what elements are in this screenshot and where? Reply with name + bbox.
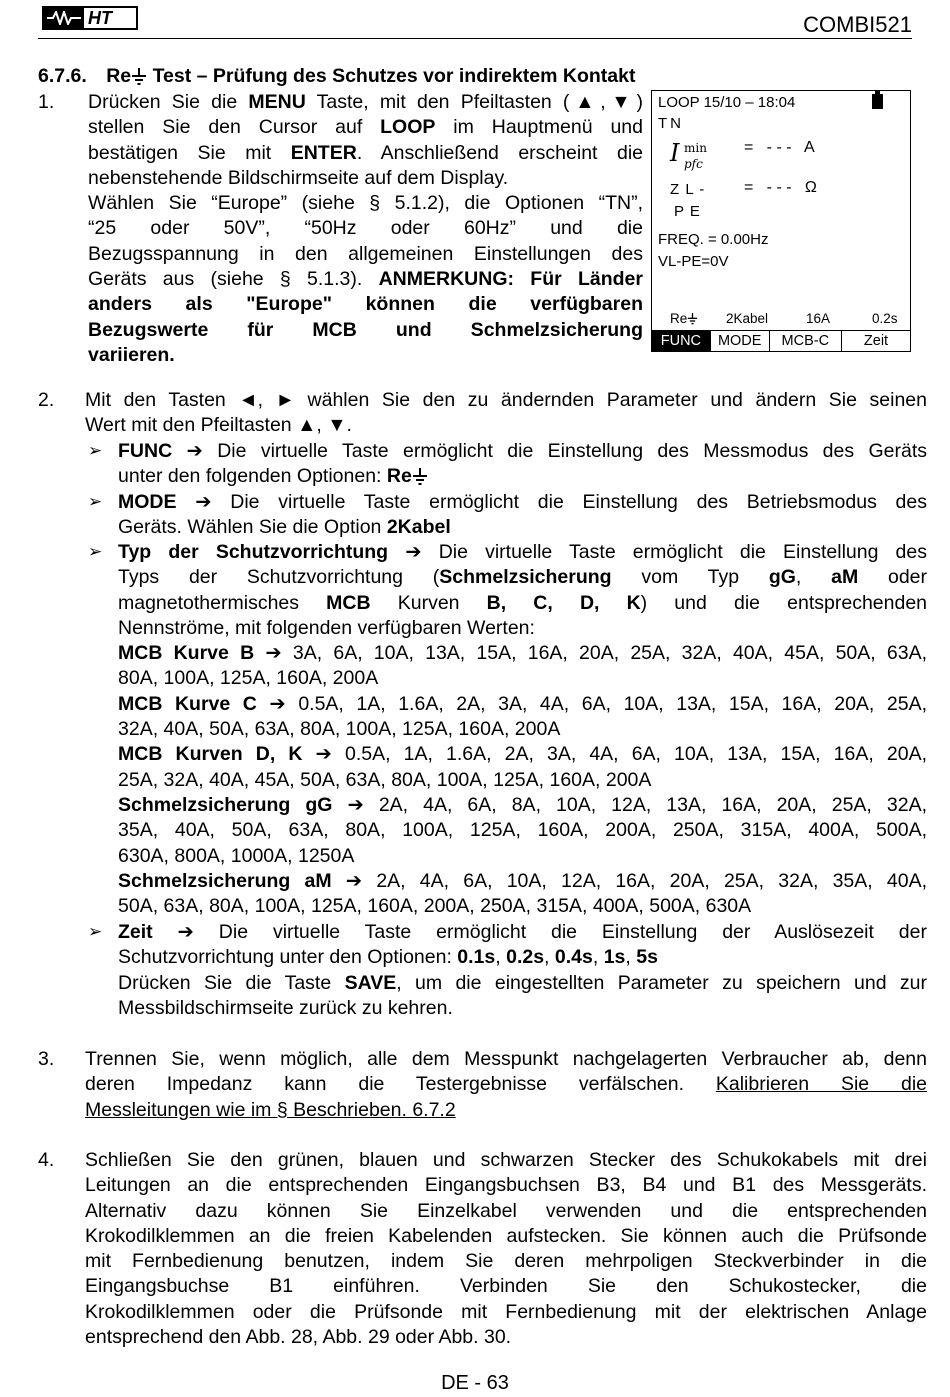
- typ-line: Schmelzsicherung aM ➔ 2A, 4A, 6A, 10A, 12A, 16A, 20A, 25A, 32A, 35A, 40A,: [118, 869, 927, 892]
- step-1-line: variieren.: [88, 343, 175, 366]
- step-1-number: 1.: [38, 91, 55, 113]
- typ-line: Schmelzsicherung gG ➔ 2A, 4A, 6A, 8A, 10A, 12A, 13A, 16A, 20A, 25A, 32A,: [118, 793, 927, 816]
- step-4-line: Alternativ dazu können Sie Einzelkabel verwenden und die entsprechenden: [85, 1199, 927, 1222]
- mode-item: [118, 490, 927, 541]
- step-3-number: 3.: [38, 1048, 55, 1070]
- typ-line: 35A, 40A, 50A, 63A, 80A, 100A, 125A, 160A, 200A, 250A, 315A, 400A, 500A,: [118, 819, 927, 842]
- func-line: FUNC ➔ Die virtuelle Taste ermöglicht die Einstellung des Messmodus des Geräts: [118, 440, 927, 462]
- step-2-line: Mit den Tasten ◄, ► wählen Sie den zu ändernden Parameter und ändern Sie seinen: [85, 389, 927, 411]
- section-title-pre: Re: [106, 65, 132, 87]
- lcd-zlpe-label-1: Z L -: [670, 181, 706, 198]
- typ-line: MCB Kurve B ➔ 3A, 6A, 10A, 13A, 15A, 16A, 20A, 25A, 32A, 40A, 45A, 50A, 63A,: [118, 642, 927, 665]
- typ-item: [118, 540, 927, 919]
- lcd-zlpe-value: = - - - Ω: [744, 179, 817, 196]
- zeit-line: Zeit ➔ Die virtuelle Taste ermöglicht die Einstellung der Auslösezeit der: [118, 921, 927, 943]
- bullet-arrow-icon: ➢: [88, 441, 103, 460]
- func-item: [118, 439, 927, 490]
- battery-icon: [872, 94, 883, 109]
- step-4-text: [85, 1148, 927, 1350]
- lcd-status-func: Re: [670, 311, 698, 326]
- typ-line: Typs der Schutzvorrichtung (Schmelzsicherung vom Typ gG, aM oder: [118, 566, 928, 589]
- step-1-line: anders als "Europe" können die verfügbaren: [88, 293, 643, 316]
- step-3-text: [85, 1047, 927, 1123]
- mode-line: Geräts. Wählen Sie die Option 2Kabel: [118, 516, 451, 539]
- step-4-line: Krokodilklemmen oder die Prüfsonde mit Fernbedienung mit der elektrischen Anlage: [85, 1300, 927, 1323]
- zeit-line: Messbildschirmseite zurück zu kehren.: [118, 996, 453, 1019]
- section-number: 6.7.6.: [38, 65, 87, 87]
- step-1-line: Geräts aus (siehe § 5.1.3). ANMERKUNG: Für Länder: [88, 268, 643, 291]
- step-4-line: entsprechend den Abb. 28, Abb. 29 oder Abb. 30.: [85, 1326, 512, 1349]
- bullet-arrow-icon: ➢: [88, 542, 103, 561]
- func-line: unter den folgenden Optionen: Re: [118, 464, 927, 489]
- typ-line: Nennströme, mit folgenden verfügbaren Werten:: [118, 616, 535, 639]
- lcd-display: [651, 90, 911, 352]
- step-1-line: Drücken Sie die MENU Taste, mit den Pfeiltasten (▲,▼): [88, 91, 643, 113]
- typ-line: 32A, 40A, 50A, 63A, 80A, 100A, 125A, 160A, 200A: [118, 718, 561, 741]
- zeit-line: Drücken Sie die Taste SAVE, um die eingestellten Parameter zu speichern und zur: [118, 971, 928, 994]
- typ-line: Typ der Schutzvorrichtung ➔ Die virtuelle Taste ermöglicht die Einstellung des: [118, 541, 928, 563]
- step-1-line: stellen Sie den Cursor auf LOOP im Hauptmenü und: [88, 116, 643, 139]
- model-name: COMBI521: [803, 12, 912, 37]
- typ-line: MCB Kurve C ➔ 0.5A, 1A, 1.6A, 2A, 3A, 4A, 6A, 10A, 13A, 15A, 16A, 20A, 25A,: [118, 692, 928, 715]
- section-heading: [38, 64, 635, 89]
- step-1-line: “25 oder 50V”, “50Hz oder 60Hz” und die: [88, 217, 643, 240]
- step-1-line: bestätigen Sie mit ENTER. Anschließend erscheint die: [88, 141, 643, 164]
- header-rule: [38, 38, 912, 39]
- lcd-ipfc-value: = - - - A: [744, 139, 815, 156]
- step-4-number: 4.: [38, 1149, 55, 1171]
- step-2-line: Wert mit den Pfeiltasten ▲, ▼.: [85, 414, 352, 437]
- section-title-post: Test – Prüfung des Schutzes vor indirektem Kontakt: [152, 65, 636, 87]
- step-2-text: [85, 388, 927, 439]
- lcd-title: LOOP 15/10 – 18:04: [658, 94, 796, 111]
- step-1-line: Wählen Sie “Europe” (siehe § 5.1.2), die Optionen “TN”,: [88, 192, 643, 215]
- lcd-vlpe: VL-PE=0V: [658, 253, 729, 270]
- typ-line: 50A, 63A, 80A, 100A, 125A, 160A, 200A, 250A, 315A, 400A, 500A, 630A: [118, 895, 752, 918]
- bullet-arrow-icon: ➢: [88, 492, 103, 511]
- func-key[interactable]: FUNC: [652, 331, 710, 351]
- step-1-line: Bezugswerte für MCB und Schmelzsicherung: [88, 318, 643, 341]
- earth-symbol-icon: [412, 468, 428, 486]
- zeit-item: [118, 920, 927, 1021]
- lcd-status-time: 0.2s: [872, 311, 898, 326]
- typ-line: 25A, 32A, 40A, 45A, 50A, 63A, 80A, 100A, 125A, 160A, 200A: [118, 768, 652, 791]
- typ-line: magnetothermisches MCB Kurven B, C, D, K) und die entsprechenden: [118, 591, 928, 614]
- step-3-line: Messleitungen wie im § Beschrieben. 6.7.2: [85, 1098, 456, 1121]
- typ-line: 80A, 100A, 125A, 160A, 200A: [118, 667, 379, 690]
- mode-line: MODE ➔ Die virtuelle Taste ermöglicht die Einstellung des Betriebsmodus des: [118, 491, 927, 513]
- lcd-status-mode: 2Kabel: [726, 311, 769, 326]
- earth-symbol-icon: [687, 313, 698, 325]
- lcd-zlpe-label-2: P E: [674, 203, 701, 220]
- step-3-line: deren Impedanz kann die Testergebnisse verfälschen. Kalibrieren Sie die: [85, 1073, 927, 1096]
- earth-symbol-icon: [131, 68, 147, 86]
- ht-logo: [42, 6, 138, 30]
- step-3-line: Trennen Sie, wenn möglich, alle dem Messpunkt nachgelagerten Verbraucher ab, denn: [85, 1048, 927, 1070]
- bullet-arrow-icon: ➢: [88, 922, 103, 941]
- logo-text: HT: [88, 7, 112, 28]
- zeit-key[interactable]: Zeit: [841, 331, 910, 351]
- lcd-function-keys: [652, 330, 910, 351]
- page-number: DE - 63: [441, 1372, 509, 1394]
- lcd-frequency: FREQ. = 0.00Hz: [658, 231, 769, 248]
- typ-line: MCB Kurven D, K ➔ 0.5A, 1A, 1.6A, 2A, 3A, 4A, 6A, 10A, 13A, 15A, 16A, 20A,: [118, 743, 928, 766]
- typ-line: 630A, 800A, 1000A, 1250A: [118, 844, 355, 867]
- step-4-line: Eingangsbuchse B1 einführen. Verbinden Sie den Schukostecker, die: [85, 1275, 927, 1298]
- step-4-line: Schließen Sie den grünen, blauen und schwarzen Stecker des Schukokabels mit drei: [85, 1149, 927, 1171]
- logo-mark-icon: [44, 8, 84, 28]
- mode-key[interactable]: MODE: [710, 331, 769, 351]
- zeit-line: Schutzvorrichtung unter den Optionen: 0.1s, 0.2s, 0.4s, 1s, 5s: [118, 946, 658, 969]
- step-1-line: Bezugsspannung in den allgemeinen Einstellungen des: [88, 242, 643, 265]
- step-4-line: Krokodilklemmen an die freien Kabelenden aufstecken. Sie können auch die Prüfsonde: [85, 1224, 927, 1247]
- mcb-key[interactable]: MCB-C: [769, 331, 841, 351]
- step-1-text: [88, 90, 643, 368]
- lcd-system: TN: [658, 115, 684, 132]
- lcd-status-current: 16A: [806, 311, 831, 326]
- step-1-line: nebenstehende Bildschirmseite auf dem Display.: [88, 166, 509, 189]
- lcd-ipfc-label: I min pfc: [670, 139, 707, 171]
- step-4-line: Leitungen an die entsprechenden Eingangsbuchsen B3, B4 und B1 des Messgeräts.: [85, 1174, 927, 1197]
- step-2-number: 2.: [38, 389, 55, 411]
- step-4-line: mit Fernbedienung benutzen, indem Sie deren mehrpoligen Steckverbinder in die: [85, 1250, 927, 1273]
